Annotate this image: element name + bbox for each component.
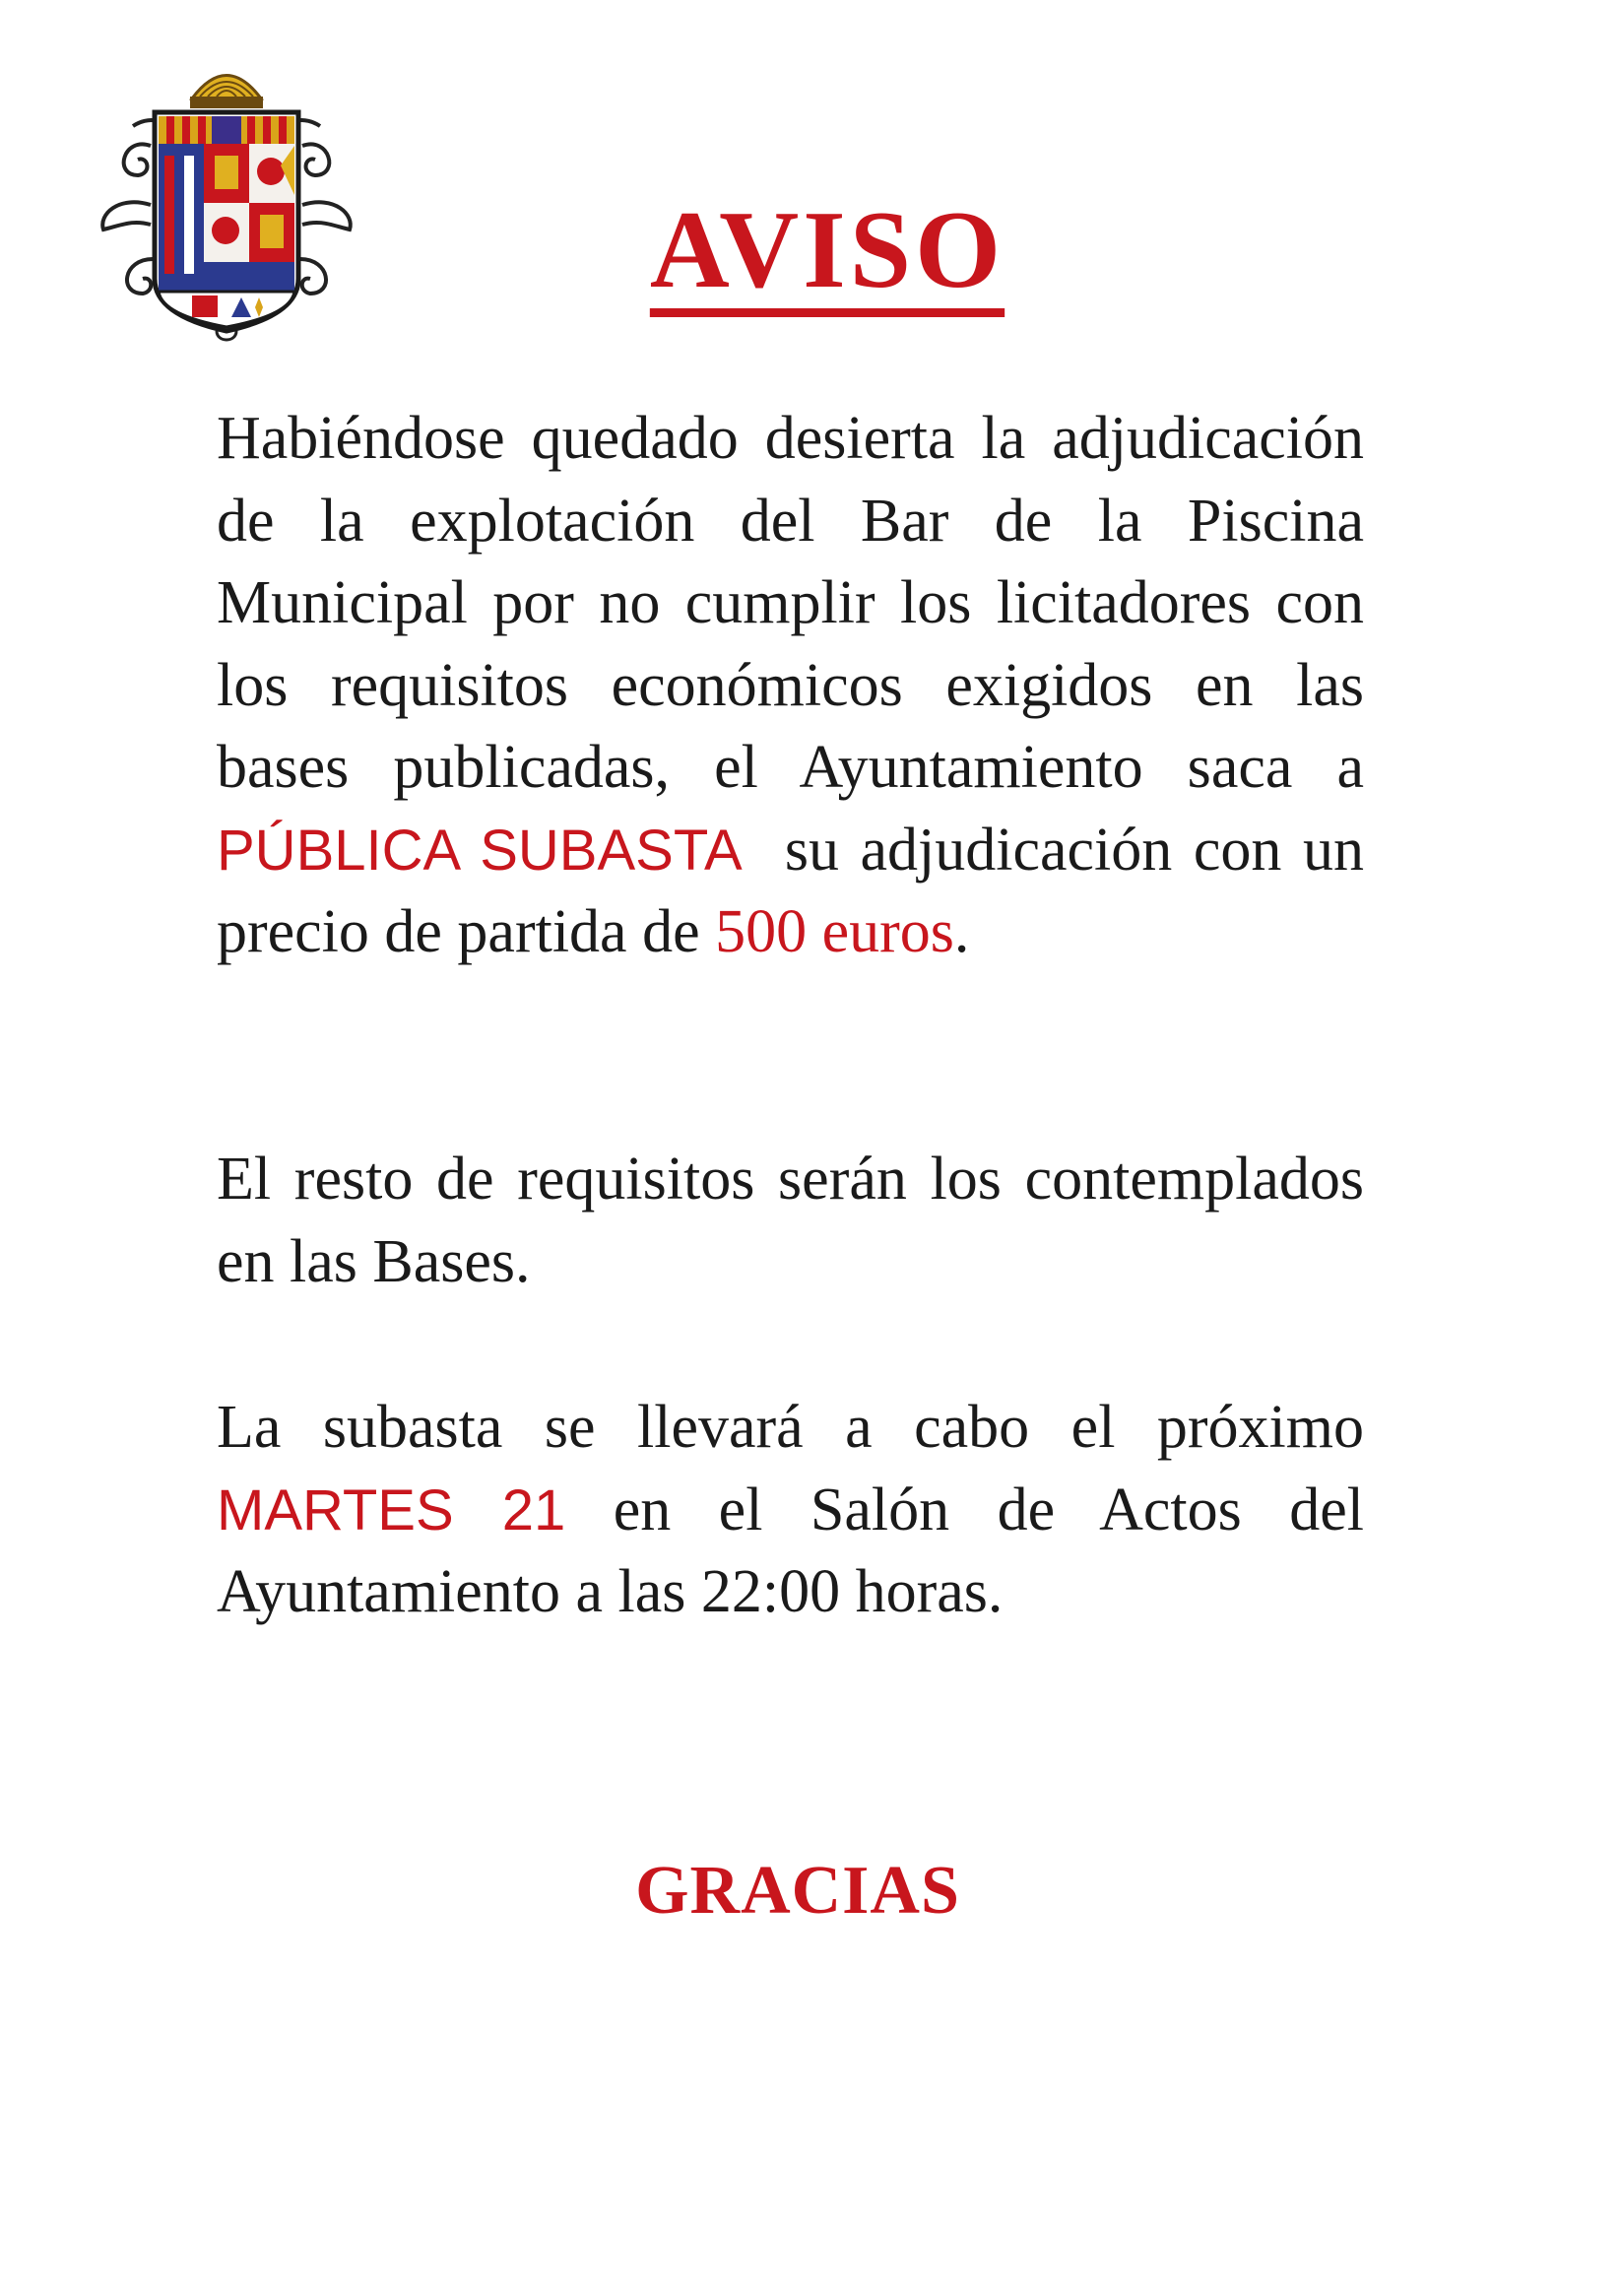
schedule-paragraph: [217, 1387, 1364, 1634]
schedule-paragraph-start: La subasta se llevará a cabo el próximo: [217, 1394, 1364, 1461]
coat-of-arms-icon: [94, 57, 359, 343]
auction-paragraph-end: .: [953, 898, 970, 965]
starting-price-highlight: 500 euros: [715, 898, 954, 965]
auction-paragraph-intro: Habiéndose quedado desierta la adjudicación de la explotación del Bar de la Piscina Municipal por no cumplir los licitadores con los requisitos económicos exigidos en las bases publicadas, el Ayuntamiento saca a: [217, 405, 1364, 801]
closing-thanks: GRACIAS: [635, 1853, 960, 1929]
notice-title: AVISO: [649, 189, 1005, 311]
auction-paragraph: [217, 398, 1380, 974]
crest-base: [159, 292, 294, 327]
crest-quarters: [159, 144, 294, 292]
crest-top-band: [159, 116, 294, 144]
auction-paragraph-middle: su adjudicación con un precio de partida de: [217, 816, 1380, 965]
schedule-paragraph-end: en el Salón de Actos del Ayuntamiento a las 22:00 horas.: [217, 1476, 1364, 1625]
auction-date-highlight: MARTES 21: [217, 1477, 566, 1542]
crest-crown: [190, 76, 263, 109]
requirements-paragraph: El resto de requisitos serán los contemplados en las Bases.: [217, 1146, 1364, 1295]
public-auction-highlight: PÚBLICA SUBASTA: [217, 818, 743, 883]
